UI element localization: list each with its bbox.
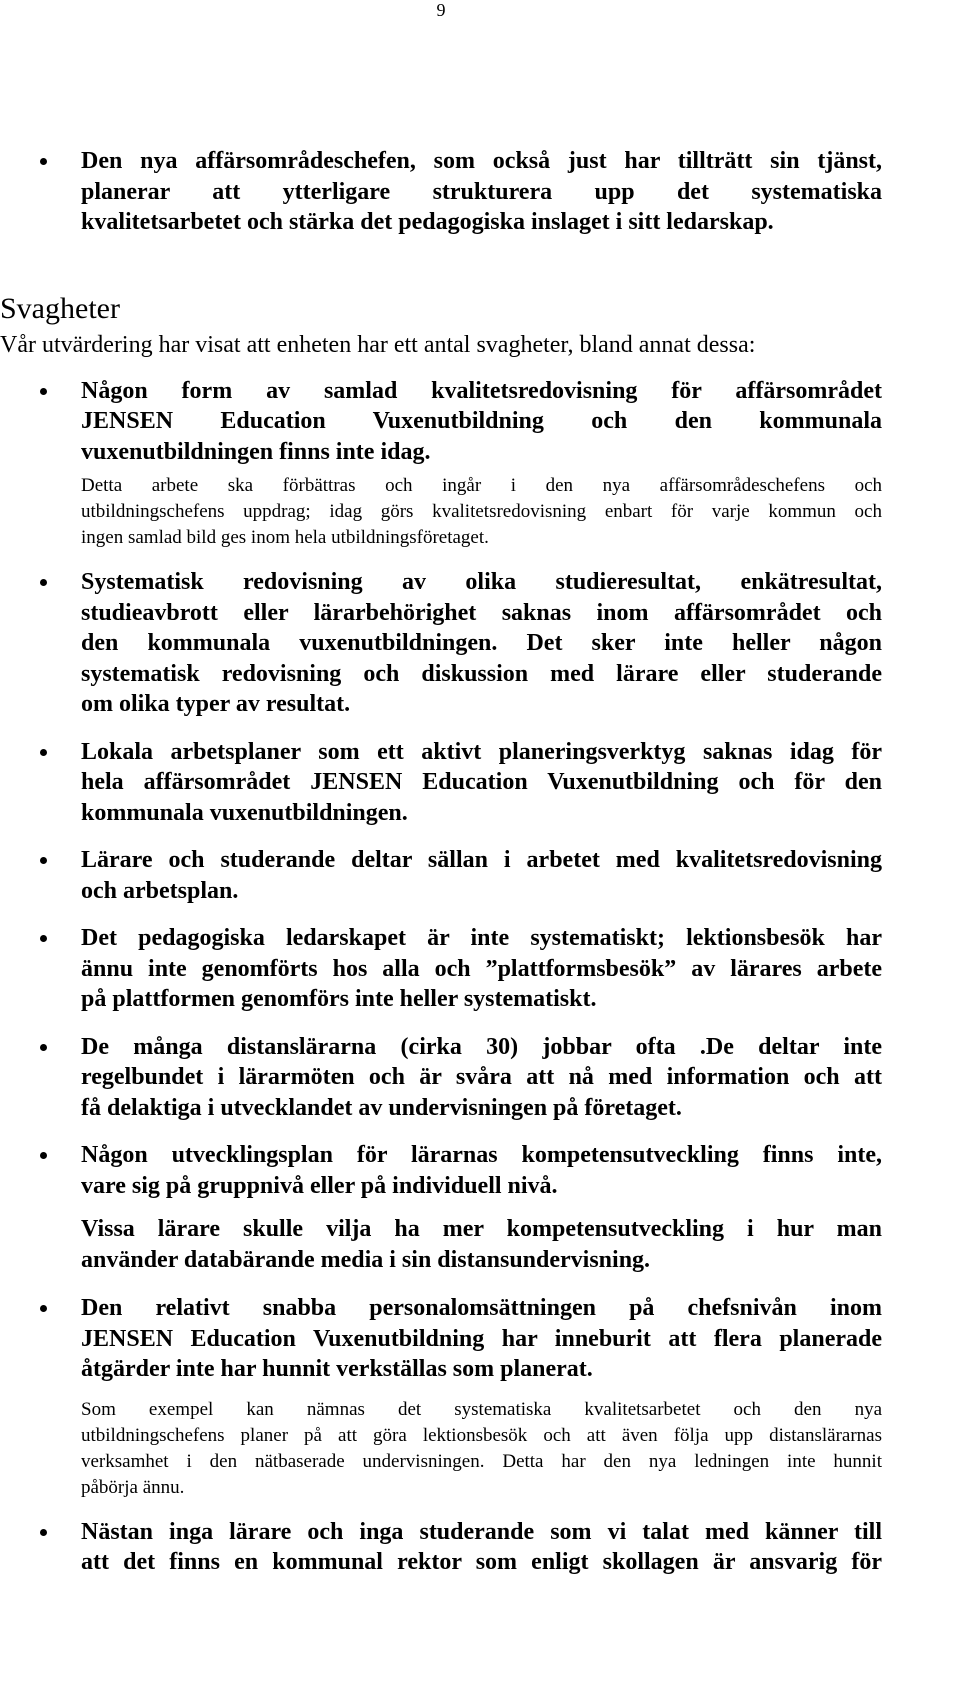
- bullet-item: [0, 567, 882, 720]
- text-line: ingen samlad bild ges inom hela utbildningsföretaget.: [81, 527, 489, 548]
- bold-follow-paragraph: [0, 1214, 882, 1275]
- text-line: få delaktiga i utvecklandet av undervisningen på företaget.: [81, 1094, 682, 1121]
- text-line: De många distanslärarna (cirka 30) jobbar ofta .De deltar inte: [81, 1033, 882, 1060]
- bullet-item: [0, 1517, 882, 1578]
- bullet-icon: [40, 158, 47, 165]
- bullet-item: [0, 845, 882, 906]
- page-number: 9: [436, 0, 446, 20]
- bullet-icon: [40, 579, 47, 586]
- text-line: Nästan inga lärare och inga studerande som vi talat med känner till: [81, 1518, 882, 1545]
- text-line: ännu inte genomförts hos alla och ”plattformsbesök” av lärares arbete: [81, 955, 882, 982]
- document-body: [0, 146, 882, 1578]
- bullet-icon: [40, 935, 47, 942]
- text-line: påbörja ännu.: [81, 1476, 185, 1498]
- text-line: utbildningschefens planer på att göra lektionsbesök och att även följa upp distanslärarnas: [81, 1424, 882, 1446]
- bullet-item: [0, 1140, 882, 1201]
- text-line: kommunala vuxenutbildningen.: [81, 799, 408, 826]
- text-line: och arbetsplan.: [81, 877, 239, 904]
- bullet-item: [0, 1293, 882, 1385]
- text-line: att det finns en kommunal rektor som enligt skollagen är ansvarig för: [81, 1549, 882, 1575]
- section-heading: Svagheter: [0, 291, 120, 325]
- bullet-icon: [40, 1044, 47, 1051]
- text-line: utbildningschefens uppdrag; idag görs kvalitetsredovisning enbart för varje kommun och: [81, 501, 882, 522]
- text-line: kvalitetsarbetet och stärka det pedagogiska inslaget i sitt ledarskap.: [81, 209, 774, 235]
- bullet-icon: [40, 1305, 47, 1312]
- text-line: JENSEN Education Vuxenutbildning och den kommunala: [81, 408, 882, 434]
- text-line: Någon utvecklingsplan för lärarnas kompetensutveckling finns inte,: [81, 1142, 882, 1168]
- text-line: hela affärsområdet JENSEN Education Vuxenutbildning och för den: [81, 769, 882, 795]
- text-line: vuxenutbildningen finns inte idag.: [81, 438, 431, 465]
- text-line: Lärare och studerande deltar sällan i arbetet med kvalitetsredovisning: [81, 847, 882, 873]
- note-paragraph: [0, 1397, 882, 1501]
- text-line: Som exempel kan nämnas det systematiska kvalitetsarbetet och den nya: [81, 1398, 882, 1420]
- text-line: den kommunala vuxenutbildningen. Det sker inte heller någon: [81, 630, 882, 656]
- bullet-item: [0, 737, 882, 829]
- text-line: systematisk redovisning och diskussion med lärare eller studerande: [81, 660, 882, 687]
- text-line: vare sig på gruppnivå eller på individuell nivå.: [81, 1172, 558, 1199]
- text-line: Den relativt snabba personalomsättningen på chefsnivån inom: [81, 1295, 882, 1321]
- text-line: Systematisk redovisning av olika studieresultat, enkätresultat,: [81, 569, 882, 595]
- text-line: Det pedagogiska ledarskapet är inte systematiskt; lektionsbesök har: [81, 925, 882, 951]
- bullet-item-intro: [0, 146, 882, 238]
- text-line: Lokala arbetsplaner som ett aktivt planeringsverktyg saknas idag för: [81, 738, 882, 765]
- bullet-item: [0, 923, 882, 1015]
- bullet-item: [0, 376, 882, 468]
- section-intro: Vår utvärdering har visat att enheten har ett antal svagheter, bland annat dessa:: [0, 331, 756, 358]
- text-line: Vissa lärare skulle vilja ha mer kompetensutveckling i hur man: [81, 1216, 882, 1242]
- text-line: om olika typer av resultat.: [81, 691, 351, 717]
- text-line: verksamhet i den nätbaserade undervisningen. Detta har den nya ledningen inte hunnit: [81, 1450, 882, 1472]
- text-line: JENSEN Education Vuxenutbildning har inneburit att flera planerade: [81, 1325, 882, 1352]
- text-line: Någon form av samlad kvalitetsredovisning för affärsområdet: [81, 377, 882, 404]
- text-line: använder databärande media i sin distansundervisning.: [81, 1246, 651, 1273]
- bullet-icon: [40, 1152, 47, 1159]
- text-line: åtgärder inte har hunnit verkställas som planerat.: [81, 1356, 593, 1382]
- bullet-icon: [40, 388, 47, 395]
- bullet-item: [0, 1032, 882, 1124]
- text-line: på plattformen genomförs inte heller systematiskt.: [81, 986, 597, 1012]
- text-line: planerar att ytterligare strukturera upp det systematiska: [81, 178, 882, 205]
- bullet-icon: [40, 1529, 47, 1536]
- text-line: Detta arbete ska förbättras och ingår i den nya affärsområdeschefens och: [81, 475, 882, 496]
- text-line: studieavbrott eller lärarbehörighet saknas inom affärsområdet och: [81, 599, 882, 626]
- note-paragraph: [0, 473, 882, 551]
- text-line: Den nya affärsområdeschefen, som också just har tillträtt sin tjänst,: [81, 148, 882, 174]
- bullet-icon: [40, 749, 47, 756]
- bullet-icon: [40, 857, 47, 864]
- text-line: regelbundet i lärarmöten och är svåra att nå med information och att: [81, 1064, 882, 1090]
